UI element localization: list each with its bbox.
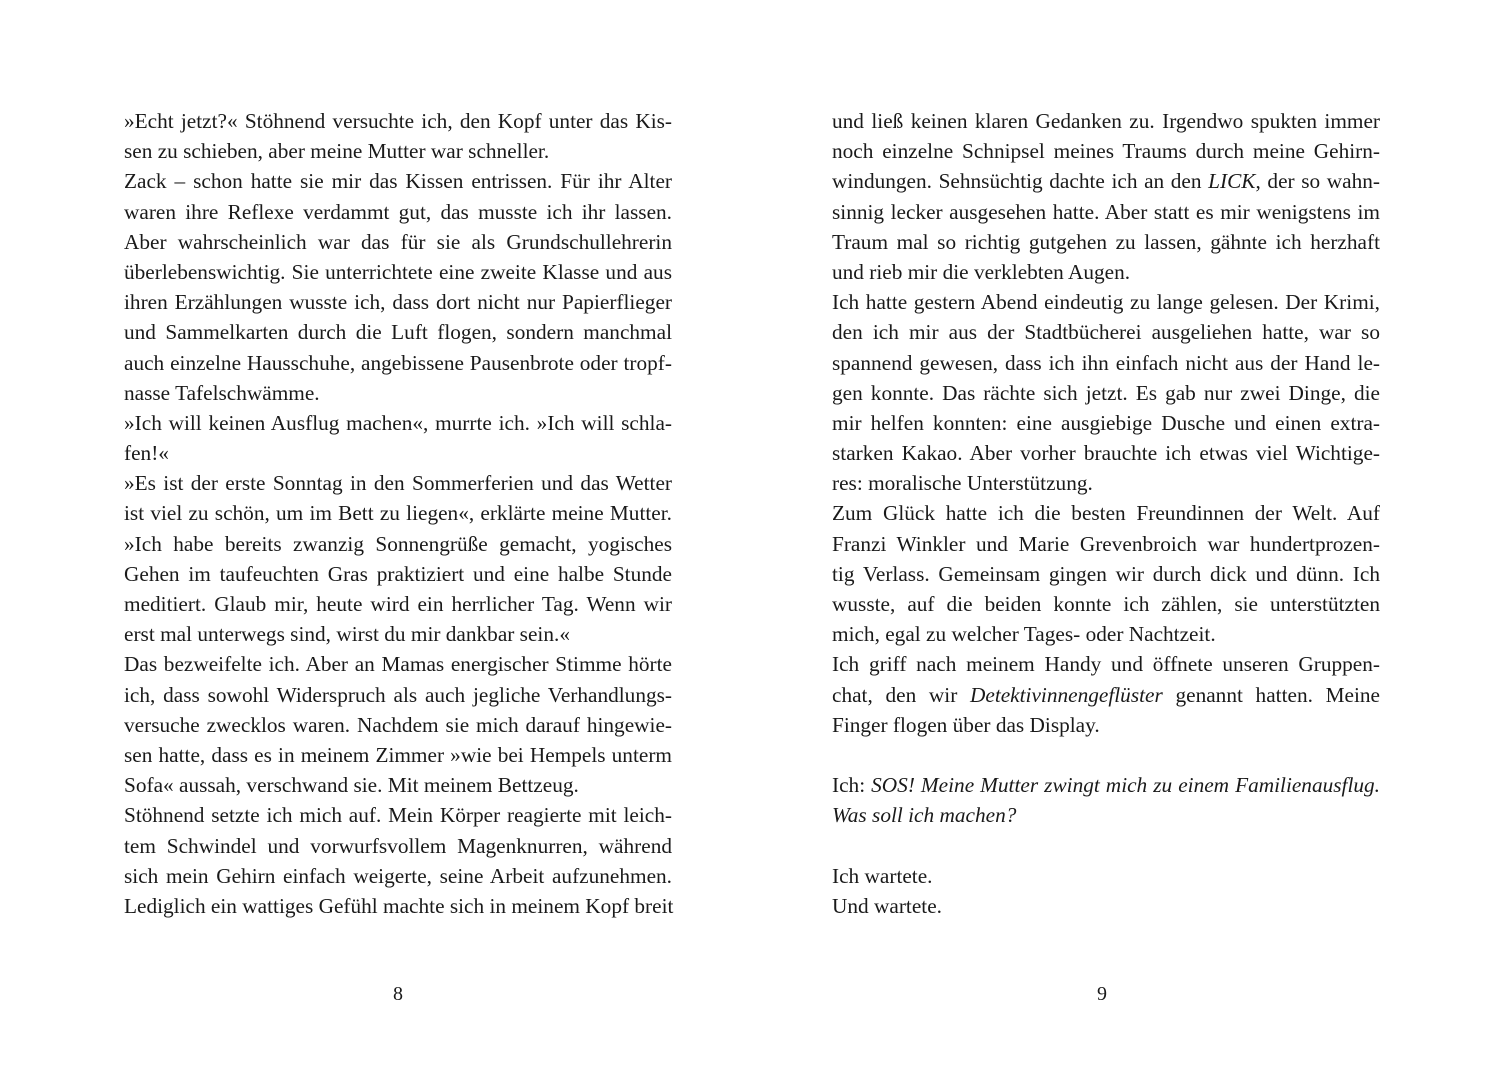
text-segment: Zum Glück hatte ich die besten Freundinnen der Welt. Auf [832, 501, 1380, 526]
text-segment: Stöhnend setzte ich mich auf. Mein Körper reagierte mit leich- [124, 803, 672, 828]
text-line [124, 468, 672, 498]
left-page-text [124, 106, 672, 921]
text-line [832, 136, 1380, 166]
text-segment: und ließ keinen klaren Gedanken zu. Irgendwo spukten immer [832, 109, 1380, 133]
text-segment: Ich: [832, 773, 872, 798]
text-segment: »Echt jetzt?« Stöhnend versuchte ich, den Kopf unter das Kis- [124, 109, 672, 133]
text-segment: und Sammelkarten durch die Luft flogen, sondern manchmal [124, 320, 672, 345]
text-line [832, 861, 1380, 891]
text-segment: und rieb mir die verklebten Augen. [832, 259, 1131, 284]
text-segment: auch einzelne Hausschuhe, angebissene Pausenbrote oder tropf- [124, 350, 672, 375]
text-line [124, 529, 672, 559]
text-segment: Ich wartete. [832, 863, 933, 888]
page-number-right: 9 [1097, 983, 1107, 1005]
text-segment: tem Schwindel und vorwurfsvollem Magenknurren, während [124, 833, 672, 858]
text-segment: chat, den wir [832, 682, 970, 707]
text-segment: ist viel zu schön, um im Bett zu liegen«, erklärte meine Mutter. [124, 501, 672, 526]
text-line [832, 529, 1380, 559]
text-segment: »Ich habe bereits zwanzig Sonnengrüße gemacht, yogisches [124, 531, 672, 556]
text-line [832, 257, 1380, 287]
text-segment: versuche zwecklos waren. Nachdem sie mich darauf hingewie- [124, 712, 672, 737]
text-line [124, 348, 672, 378]
text-segment: Zack – schon hatte sie mir das Kissen entrissen. Für ihr Alter [124, 169, 672, 194]
text-line [124, 831, 672, 861]
text-line [124, 287, 672, 317]
text-line [124, 136, 672, 166]
text-line [832, 378, 1380, 408]
text-segment: Ich hatte gestern Abend eindeutig zu lange gelesen. Der Krimi, [832, 290, 1380, 315]
italic-text-segment: LICK [1208, 169, 1256, 194]
text-line [124, 861, 672, 891]
page-number-left: 8 [393, 983, 403, 1005]
text-segment: res: moralische Unterstützung. [832, 471, 1093, 496]
text-line [124, 770, 672, 800]
text-line [124, 710, 672, 740]
text-segment: Gehen im taufeuchten Gras praktiziert und eine halbe Stunde [124, 561, 672, 586]
text-segment: Ich griff nach meinem Handy und öffnete unseren Gruppen- [832, 652, 1380, 677]
text-segment: spannend gewesen, dass ich ihn einfach nicht aus der Hand le- [832, 350, 1380, 375]
text-line [124, 257, 672, 287]
text-segment: starken Kakao. Aber vorher brauchte ich etwas viel Wichtige- [832, 441, 1380, 466]
text-segment: wusste, auf die beiden konnte ich zählen, sie unterstützten [832, 592, 1380, 616]
right-page-text [832, 106, 1380, 921]
text-line [124, 800, 672, 830]
text-line [832, 348, 1380, 378]
text-line [124, 106, 672, 136]
text-line [124, 438, 672, 468]
text-line [832, 770, 1380, 800]
text-line [124, 498, 672, 528]
text-segment: mich, egal zu welcher Tages- oder Nachtzeit. [832, 622, 1216, 647]
text-line [832, 710, 1380, 740]
text-line [124, 227, 672, 257]
text-segment: sen hatte, dass es in meinem Zimmer »wie bei Hempels unterm [124, 742, 672, 767]
text-segment: noch einzelne Schnipsel meines Traums durch meine Gehirn- [832, 139, 1380, 164]
text-line [832, 498, 1380, 528]
italic-text-segment: SOS! Meine Mutter zwingt mich zu einem Familienausflug. [871, 773, 1380, 798]
text-line [832, 800, 1380, 830]
text-segment: »Es ist der erste Sonntag in den Sommerferien und das Wetter [124, 471, 672, 496]
text-line [832, 438, 1380, 468]
text-segment: mir helfen konnten: eine ausgiebige Dusche und einen extra- [832, 410, 1380, 435]
text-line [832, 619, 1380, 649]
text-line [832, 166, 1380, 196]
text-segment: Traum mal so richtig gutgehen zu lassen, gähnte ich herzhaft [832, 229, 1380, 254]
text-segment: meditiert. Glaub mir, heute wird ein herrlicher Tag. Wenn wir [124, 592, 672, 616]
text-segment: sinnig lecker ausgesehen hatte. Aber statt es mir wenigstens im [832, 199, 1380, 224]
text-line [832, 287, 1380, 317]
text-segment: , der so wahn- [1255, 169, 1380, 194]
text-line [832, 740, 1380, 770]
text-line [124, 166, 672, 196]
text-line [124, 891, 672, 921]
text-line [832, 408, 1380, 438]
text-line [124, 740, 672, 770]
text-segment: erst mal unterwegs sind, wirst du mir dankbar sein.« [124, 622, 570, 647]
text-line [124, 589, 672, 619]
text-segment: ich, dass sowohl Widerspruch als auch jegliche Verhandlungs- [124, 682, 672, 707]
text-line [124, 197, 672, 227]
text-segment: Finger flogen über das Display. [832, 712, 1100, 737]
text-line [832, 227, 1380, 257]
text-segment: den ich mir aus der Stadtbücherei ausgeliehen hatte, war so [832, 320, 1380, 345]
text-line [124, 317, 672, 347]
text-line [832, 589, 1380, 619]
text-segment: nasse Tafelschwämme. [124, 380, 320, 405]
text-line [832, 680, 1380, 710]
text-line [124, 408, 672, 438]
text-line [124, 559, 672, 589]
text-segment: Lediglich ein wattiges Gefühl machte sich in meinem Kopf breit [124, 893, 674, 918]
text-line [124, 619, 672, 649]
text-segment: Aber wahrscheinlich war das für sie als Grundschullehrerin [124, 229, 672, 254]
text-line [832, 317, 1380, 347]
text-line [832, 468, 1380, 498]
text-segment: ihren Erzählungen wusste ich, dass dort nicht nur Papierflieger [124, 290, 672, 315]
italic-text-segment: Detektivinnengeflüster [969, 682, 1163, 707]
text-line [832, 197, 1380, 227]
text-segment: überlebenswichtig. Sie unterrichtete eine zweite Klasse und aus [124, 259, 672, 284]
text-segment: waren ihre Reflexe verdammt gut, das musste ich ihr lassen. [124, 199, 672, 224]
text-segment: Das bezweifelte ich. Aber an Mamas energischer Stimme hörte [124, 652, 672, 677]
text-line [124, 378, 672, 408]
text-segment: Franzi Winkler und Marie Grevenbroich war hundertprozen- [832, 531, 1380, 556]
italic-text-segment: Was soll ich machen? [832, 803, 1017, 828]
text-line [832, 831, 1380, 861]
text-segment: sich mein Gehirn einfach weigerte, seine Arbeit aufzunehmen. [124, 863, 672, 888]
text-segment: »Ich will keinen Ausflug machen«, murrte ich. »Ich will schla- [124, 410, 672, 435]
text-segment: gen konnte. Das rächte sich jetzt. Es gab nur zwei Dinge, die [832, 380, 1380, 405]
text-segment: Sofa« aussah, verschwand sie. Mit meinem Bettzeug. [124, 773, 579, 798]
text-segment: genannt hatten. Meine [1162, 682, 1381, 707]
text-segment: sen zu schieben, aber meine Mutter war schneller. [124, 139, 550, 164]
text-segment: Und wartete. [832, 893, 942, 918]
text-line [124, 680, 672, 710]
text-segment: fen!« [124, 441, 169, 466]
text-line [832, 559, 1380, 589]
text-line [832, 649, 1380, 679]
text-segment: tig Verlass. Gemeinsam gingen wir durch dick und dünn. Ich [832, 561, 1380, 586]
text-line [124, 649, 672, 679]
text-line [832, 891, 1380, 921]
text-line [832, 106, 1380, 136]
text-segment: windungen. Sehnsüchtig dachte ich an den [832, 169, 1209, 194]
